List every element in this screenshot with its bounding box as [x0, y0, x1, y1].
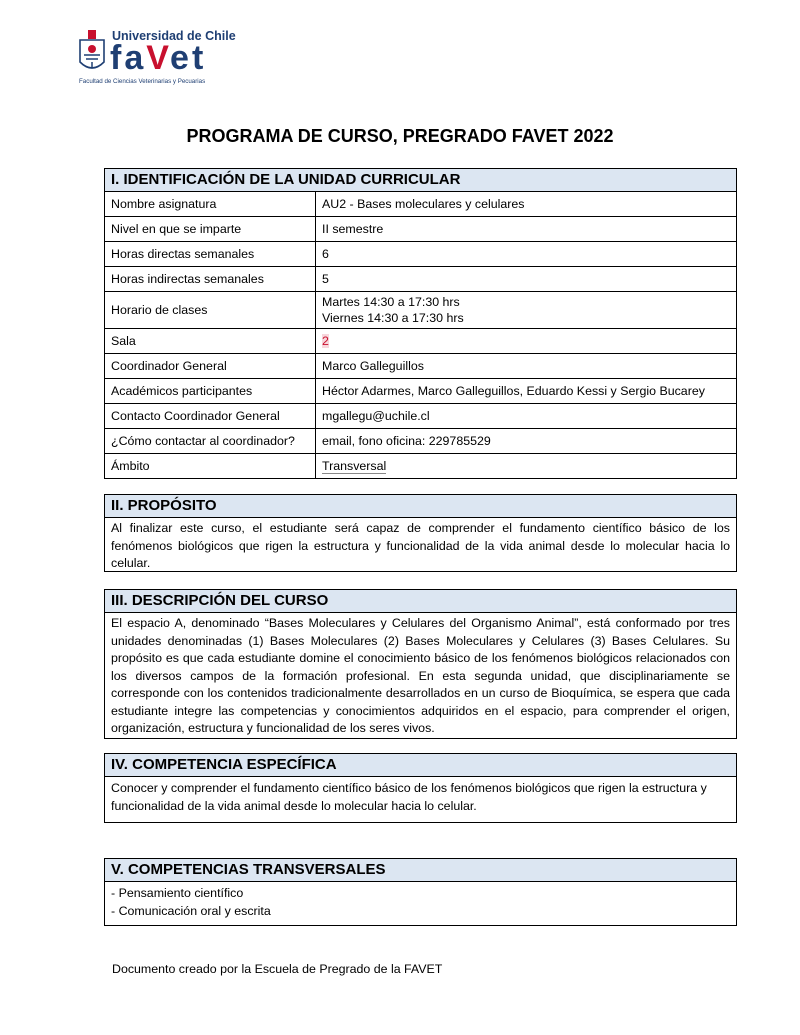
table-row [105, 353, 736, 378]
table-row [105, 453, 736, 478]
room-value: 2 [322, 333, 329, 348]
list-item: - Comunicación oral y escrita [111, 903, 271, 918]
row-value: Marco Galleguillos [316, 353, 737, 378]
identification-table [105, 192, 736, 478]
schedule-line: Martes 14:30 a 17:30 hrs [322, 294, 460, 309]
table-row [105, 216, 736, 241]
row-value: AU2 - Bases moleculares y celulares [322, 196, 525, 211]
section-identificacion [104, 168, 737, 479]
row-key: Horas indirectas semanales [105, 266, 316, 291]
table-row [105, 266, 736, 291]
section-heading: V. COMPETENCIAS TRANSVERSALES [105, 859, 736, 882]
row-value [316, 291, 737, 328]
row-key: Sala [105, 328, 316, 353]
section-competencia-especifica [104, 753, 737, 823]
logo-brand-suffix: et [170, 39, 207, 77]
row-key: Contacto Coordinador General [105, 403, 316, 428]
logo-university-name: Universidad de Chile [112, 29, 236, 43]
section-body: El espacio A, denominado “Bases Moleculares y Celulares del Organismo Animal”, está conformado por tres unidades denominadas (1) Bases Moleculares (2) Bases Moleculares y Celulares (3) Bases Celulares. Su propósito es que cada estudiante domine el conocimiento básico de los fenómenos biológicos relacionados con los diversos campos de la formación profesional. En esta segunda unidad, que disciplinariamente se corresponde con los contenidos tradicionalmente desarrollados en un curso de Bioquímica, se espera que cada estudiante integre las competencias y conocimientos adquiridos en el espacio, para comprender el origen, organización, estructura y funcionalidad de los seres vivos. [111, 616, 730, 735]
section-body: Conocer y comprender el fundamento científico básico de los fenómenos biológicos que rigen la estructura y funcionalidad de la vida animal desde lo molecular hacia lo celular. [111, 781, 707, 813]
faculty-logo [77, 26, 237, 88]
row-value: email, fono oficina: 229785529 [316, 428, 737, 453]
ambit-value: Transversal [322, 458, 387, 473]
section-body [105, 882, 736, 922]
section-heading: I. IDENTIFICACIÓN DE LA UNIDAD CURRICULAR [105, 169, 736, 192]
row-value [316, 453, 737, 478]
section-heading: II. PROPÓSITO [105, 495, 736, 518]
table-row [105, 328, 736, 353]
logo-brand-v: V [146, 39, 171, 77]
row-value: Héctor Adarmes, Marco Galleguillos, Eduardo Kessi y Sergio Bucarey [316, 378, 737, 403]
table-row [105, 378, 736, 403]
table-row [105, 403, 736, 428]
row-value [316, 328, 737, 353]
row-key: Horas directas semanales [105, 241, 316, 266]
document-title: PROGRAMA DE CURSO, PREGRADO FAVET 2022 [186, 126, 614, 146]
row-key: ¿Cómo contactar al coordinador? [105, 428, 316, 453]
schedule-line: Viernes 14:30 a 17:30 hrs [322, 310, 464, 325]
section-heading: IV. COMPETENCIA ESPECÍFICA [105, 754, 736, 777]
logo-faculty-name: Facultad de Ciencias Veterinarias y Pecuarias [79, 78, 206, 85]
document-footer: Documento creado por la Escuela de Pregrado de la FAVET [112, 962, 443, 976]
logo-brand-prefix: fa [110, 39, 147, 77]
section-descripcion [104, 589, 737, 739]
list-item: - Pensamiento científico [111, 886, 244, 900]
table-row [105, 192, 736, 216]
section-body: Al finalizar este curso, el estudiante será capaz de comprender el fundamento científico básico de los fenómenos biológicos que rigen la estructura y funcionalidad de la vida animal desde lo molecular hacia lo celular. [111, 521, 730, 570]
row-key: Horario de clases [105, 291, 316, 328]
row-key: Nombre asignatura [105, 192, 316, 216]
table-row [105, 428, 736, 453]
row-value: II semestre [316, 216, 737, 241]
row-key: Académicos participantes [105, 378, 316, 403]
table-row [105, 241, 736, 266]
row-value: 6 [316, 241, 737, 266]
row-key: Nivel en que se imparte [105, 216, 316, 241]
table-row [105, 291, 736, 328]
section-competencias-transversales [104, 858, 737, 926]
row-key: Ámbito [105, 453, 316, 478]
section-heading: III. DESCRIPCIÓN DEL CURSO [105, 590, 736, 613]
row-value: 5 [316, 266, 737, 291]
row-value: mgallegu@uchile.cl [316, 403, 737, 428]
row-key: Coordinador General [105, 353, 316, 378]
logo-brand [110, 38, 206, 78]
section-proposito [104, 494, 737, 572]
university-crest-icon [77, 28, 107, 78]
